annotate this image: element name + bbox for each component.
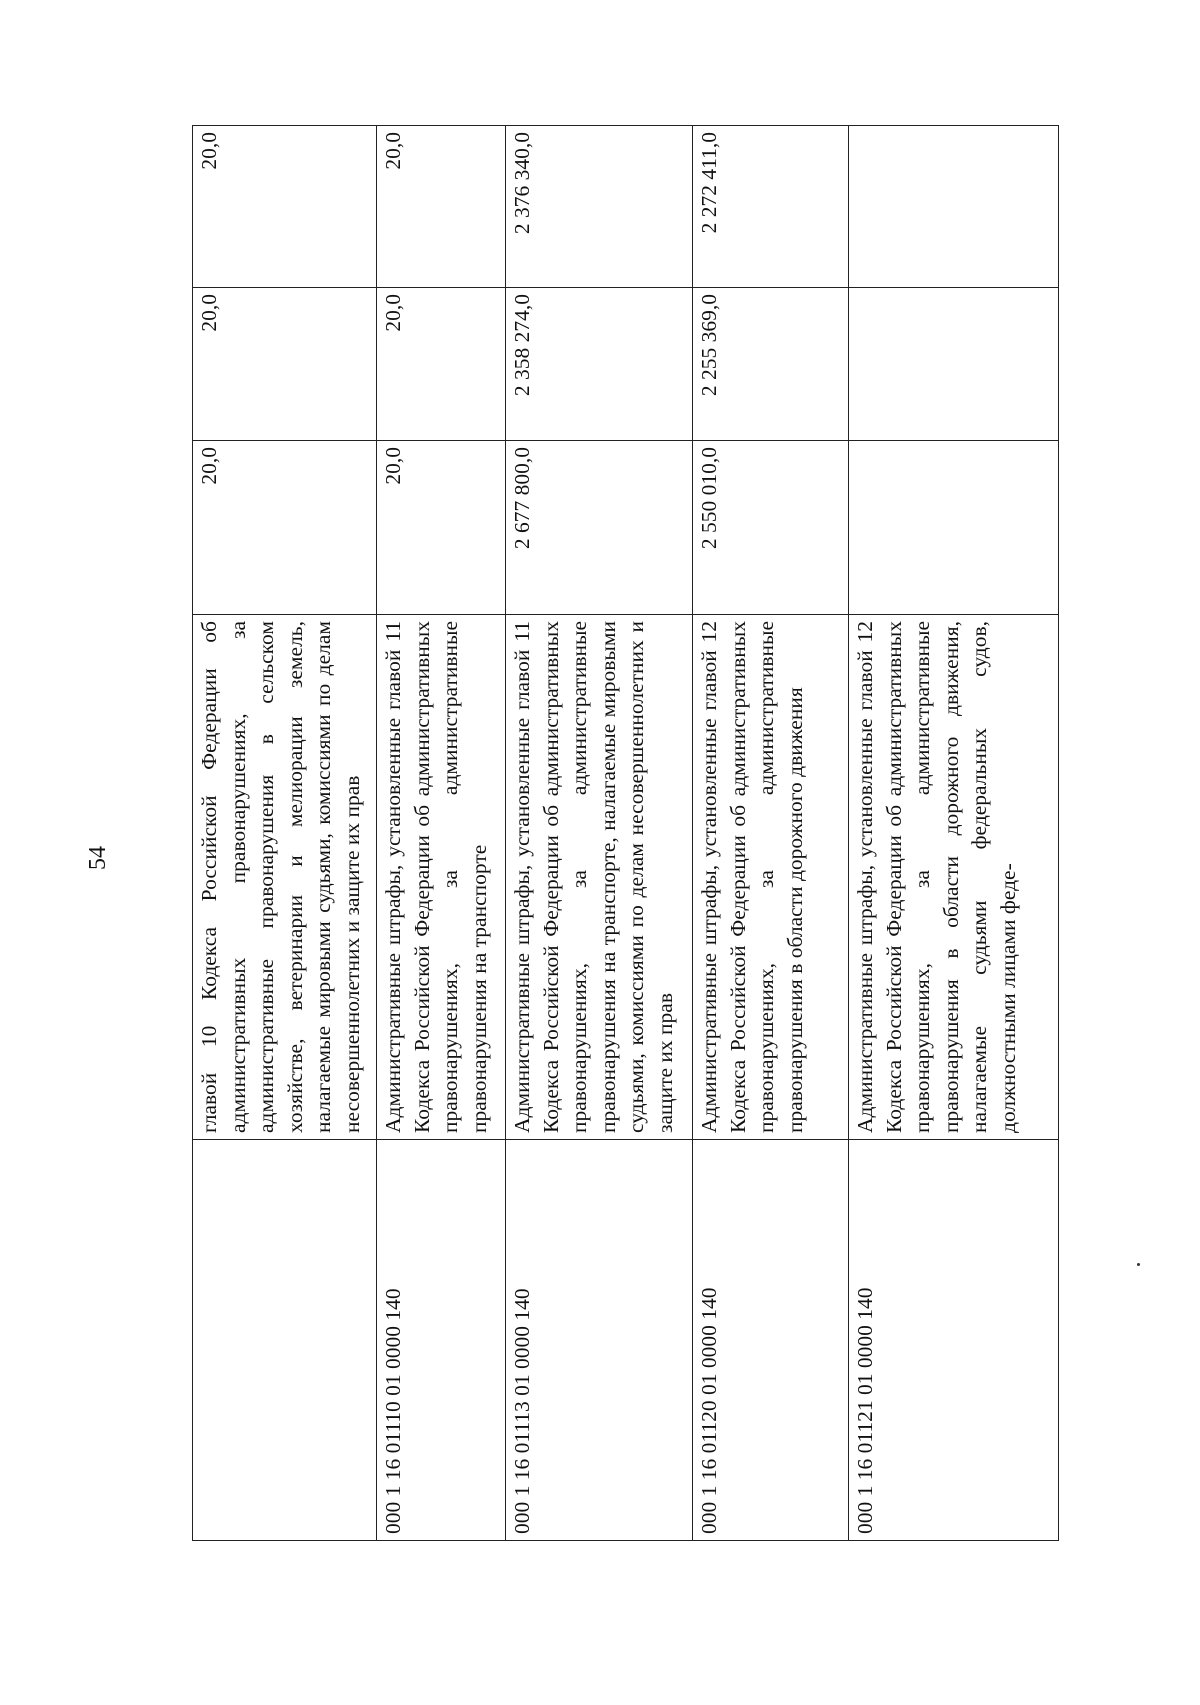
value-cell-year-3: 20,0 — [377, 126, 506, 288]
value-cell-year-2 — [849, 288, 1059, 441]
value-cell-year-1: 2 550 010,0 — [693, 441, 849, 615]
value-cell-year-3: 2 376 340,0 — [506, 126, 693, 288]
scan-dot — [1137, 1263, 1140, 1266]
income-code-cell: 000 1 16 01113 01 0000 140 — [506, 1140, 693, 1541]
table-row — [849, 126, 1059, 1541]
description-cell: главой 10 Кодекса Российской Федерации об административных правонарушениях, за административные правонарушения в сельском хозяйстве, ветеринарии и мелиорации земель, налагаемые мировыми судьями, комиссиями по делам несовершеннолетних и защите их прав — [193, 615, 377, 1140]
value-cell-year-2: 20,0 — [193, 288, 377, 441]
income-code-cell: 000 1 16 01120 01 0000 140 — [693, 1140, 849, 1541]
value-cell-year-1: 20,0 — [377, 441, 506, 615]
value-cell-year-2: 20,0 — [377, 288, 506, 441]
value-cell-year-3: 20,0 — [193, 126, 377, 288]
value-cell-year-1: 2 677 800,0 — [506, 441, 693, 615]
rotated-table-container — [192, 126, 1058, 1541]
value-cell-year-3 — [849, 126, 1059, 288]
description-cell: Административные штрафы, установленные главой 11 Кодекса Российской Федерации об административных правонарушениях, за административные правонарушения на транспорте — [377, 615, 506, 1140]
value-cell-year-2: 2 255 369,0 — [693, 288, 849, 441]
page-number: 54 — [85, 846, 111, 870]
value-cell-year-2: 2 358 274,0 — [506, 288, 693, 441]
table-row — [193, 126, 377, 1541]
table-row — [506, 126, 693, 1541]
table-row — [377, 126, 506, 1541]
budget-table — [192, 125, 1059, 1541]
income-code-cell — [193, 1140, 377, 1541]
value-cell-year-1: 20,0 — [193, 441, 377, 615]
table-row — [693, 126, 849, 1541]
value-cell-year-1 — [849, 441, 1059, 615]
description-cell: Административные штрафы, установленные главой 12 Кодекса Российской Федерации об административных правонарушениях, за административные правонарушения в области дорожного движения — [693, 615, 849, 1140]
description-cell: Административные штрафы, установленные главой 12 Кодекса Российской Федерации об административных правонарушениях, за административные правонарушения в области дорожного движения, налагаемые судьями федеральных судов, должностными лицами феде- — [849, 615, 1059, 1140]
income-code-cell: 000 1 16 01110 01 0000 140 — [377, 1140, 506, 1541]
description-cell: Административные штрафы, установленные главой 11 Кодекса Российской Федерации об административных правонарушениях, за административные правонарушения на транспорте, налагаемые мировыми судьями, комиссиями по делам несовершеннолетних и защите их прав — [506, 615, 693, 1140]
income-code-cell: 000 1 16 01121 01 0000 140 — [849, 1140, 1059, 1541]
value-cell-year-3: 2 272 411,0 — [693, 126, 849, 288]
